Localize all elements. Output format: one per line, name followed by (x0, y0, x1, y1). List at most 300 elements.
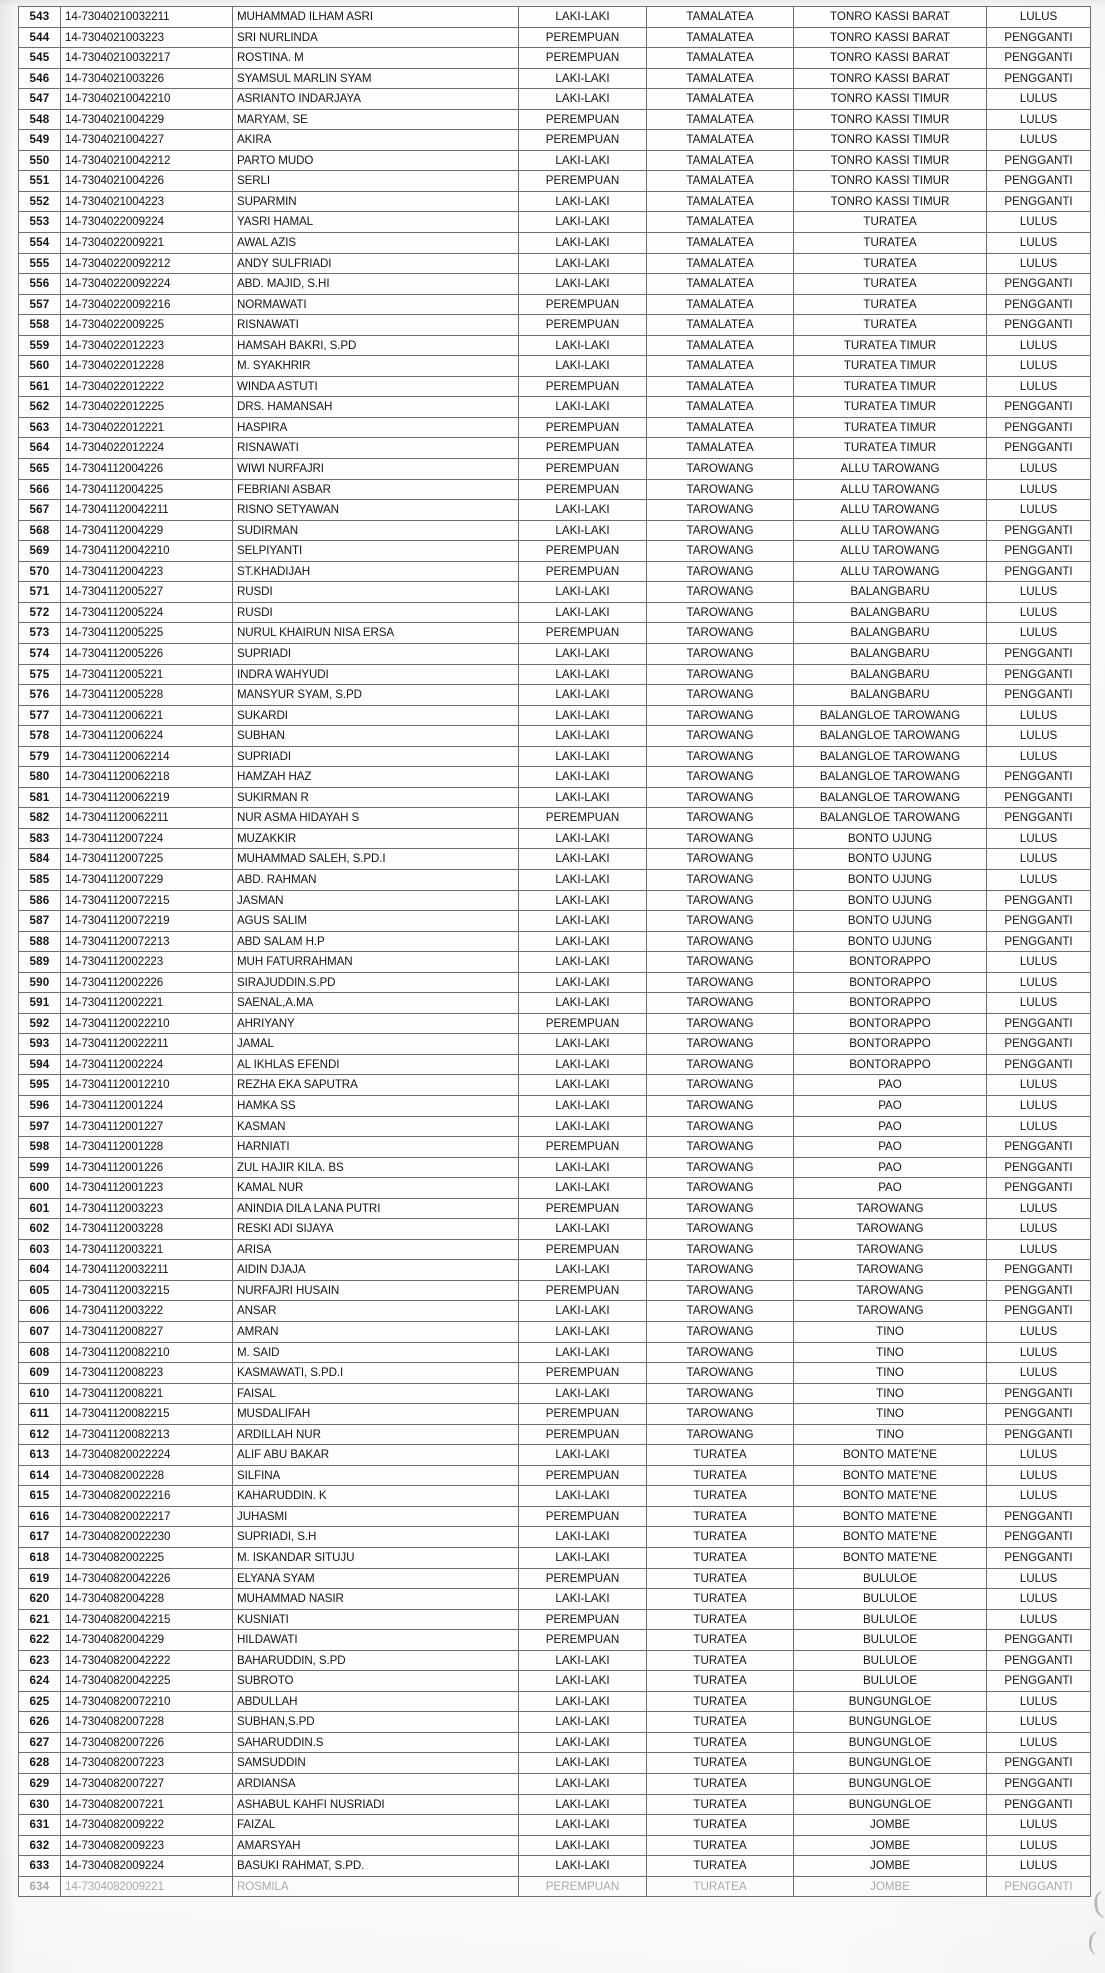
row-status-cell: LULUS (987, 1239, 1091, 1260)
row-gender-cell: LAKI-LAKI (519, 705, 647, 726)
row-status-cell: PENGGANTI (987, 1876, 1091, 1897)
row-number-cell: 624 (19, 1671, 61, 1692)
row-desa-cell: BONTO UJUNG (794, 828, 987, 849)
table-row (19, 1506, 1091, 1527)
table-row (19, 1732, 1091, 1753)
row-id-cell: 14-73041120072213 (61, 931, 233, 952)
table-row (19, 849, 1091, 870)
table-row (19, 1445, 1091, 1466)
row-desa-cell: BALANGBARU (794, 623, 987, 644)
row-kecamatan-cell: TAROWANG (647, 561, 794, 582)
row-id-cell: 14-7304022009224 (61, 212, 233, 233)
row-desa-cell: BONTO MATE'NE (794, 1548, 987, 1569)
row-status-cell: PENGGANTI (987, 911, 1091, 932)
row-id-cell: 14-7304082009224 (61, 1856, 233, 1877)
row-status-cell: LULUS (987, 1465, 1091, 1486)
row-kecamatan-cell: TURATEA (647, 1712, 794, 1733)
row-id-cell: 14-7304112007225 (61, 849, 233, 870)
row-number-cell: 631 (19, 1815, 61, 1836)
row-id-cell: 14-7304022012228 (61, 356, 233, 377)
row-desa-cell: TURATEA TIMUR (794, 356, 987, 377)
row-gender-cell: LAKI-LAKI (519, 1116, 647, 1137)
row-id-cell: 14-73040210032211 (61, 7, 233, 28)
row-status-cell: PENGGANTI (987, 1506, 1091, 1527)
table-row (19, 68, 1091, 89)
row-status-cell: LULUS (987, 1095, 1091, 1116)
row-status-cell: PENGGANTI (987, 417, 1091, 438)
row-id-cell: 14-7304112005228 (61, 685, 233, 706)
row-number-cell: 623 (19, 1650, 61, 1671)
row-desa-cell: TURATEA (794, 233, 987, 254)
roster-table-body (19, 7, 1091, 1897)
row-status-cell: PENGGANTI (987, 520, 1091, 541)
row-status-cell: LULUS (987, 849, 1091, 870)
table-row (19, 1774, 1091, 1795)
table-row (19, 726, 1091, 747)
table-row (19, 602, 1091, 623)
table-row (19, 294, 1091, 315)
row-name-cell: NURUL KHAIRUN NISA ERSA (233, 623, 519, 644)
row-gender-cell: LAKI-LAKI (519, 1486, 647, 1507)
table-row (19, 7, 1091, 28)
row-id-cell: 14-7304112003228 (61, 1219, 233, 1240)
row-status-cell: PENGGANTI (987, 1671, 1091, 1692)
row-name-cell: MUHAMMAD SALEH, S.PD.I (233, 849, 519, 870)
row-kecamatan-cell: TAROWANG (647, 685, 794, 706)
row-desa-cell: BONTO MATE'NE (794, 1445, 987, 1466)
row-number-cell: 579 (19, 746, 61, 767)
row-name-cell: MUH FATURRAHMAN (233, 952, 519, 973)
table-row (19, 664, 1091, 685)
row-desa-cell: JOMBE (794, 1856, 987, 1877)
row-kecamatan-cell: TAROWANG (647, 602, 794, 623)
row-status-cell: PENGGANTI (987, 438, 1091, 459)
table-row (19, 931, 1091, 952)
row-kecamatan-cell: TURATEA (647, 1856, 794, 1877)
row-name-cell: AWAL AZIS (233, 233, 519, 254)
row-number-cell: 575 (19, 664, 61, 685)
row-kecamatan-cell: TAROWANG (647, 1116, 794, 1137)
row-id-cell: 14-7304021004227 (61, 130, 233, 151)
row-desa-cell: BALANGLOE TAROWANG (794, 767, 987, 788)
row-id-cell: 14-7304022009225 (61, 315, 233, 336)
row-number-cell: 570 (19, 561, 61, 582)
row-name-cell: HARNIATI (233, 1137, 519, 1158)
row-kecamatan-cell: TURATEA (647, 1691, 794, 1712)
row-gender-cell: LAKI-LAKI (519, 1301, 647, 1322)
row-name-cell: SUBROTO (233, 1671, 519, 1692)
table-row (19, 1424, 1091, 1445)
row-gender-cell: PEREMPUAN (519, 1137, 647, 1158)
row-number-cell: 612 (19, 1424, 61, 1445)
row-kecamatan-cell: TAMALATEA (647, 27, 794, 48)
scanner-stray-mark-icon: ( (1091, 1885, 1105, 1920)
row-desa-cell: TURATEA TIMUR (794, 376, 987, 397)
row-status-cell: PENGGANTI (987, 191, 1091, 212)
row-gender-cell: LAKI-LAKI (519, 1794, 647, 1815)
row-desa-cell: BALANGBARU (794, 664, 987, 685)
table-row (19, 1835, 1091, 1856)
row-status-cell: LULUS (987, 7, 1091, 28)
row-name-cell: AL IKHLAS EFENDI (233, 1054, 519, 1075)
table-row (19, 1856, 1091, 1877)
row-id-cell: 14-73040220092216 (61, 294, 233, 315)
row-name-cell: SUDIRMAN (233, 520, 519, 541)
row-kecamatan-cell: TAROWANG (647, 664, 794, 685)
row-name-cell: SUBHAN (233, 726, 519, 747)
row-kecamatan-cell: TAROWANG (647, 808, 794, 829)
row-number-cell: 582 (19, 808, 61, 829)
row-kecamatan-cell: TAMALATEA (647, 48, 794, 69)
row-id-cell: 14-73041120082213 (61, 1424, 233, 1445)
row-gender-cell: PEREMPUAN (519, 1568, 647, 1589)
row-kecamatan-cell: TAROWANG (647, 705, 794, 726)
row-desa-cell: BALANGLOE TAROWANG (794, 787, 987, 808)
row-name-cell: ANINDIA DILA LANA PUTRI (233, 1198, 519, 1219)
row-id-cell: 14-73041120012210 (61, 1075, 233, 1096)
table-row (19, 1034, 1091, 1055)
row-name-cell: ARDIANSA (233, 1774, 519, 1795)
row-kecamatan-cell: TAMALATEA (647, 233, 794, 254)
row-desa-cell: TONRO KASSI TIMUR (794, 191, 987, 212)
row-name-cell: NUR ASMA HIDAYAH S (233, 808, 519, 829)
row-kecamatan-cell: TAROWANG (647, 1013, 794, 1034)
row-status-cell: PENGGANTI (987, 68, 1091, 89)
table-row (19, 1691, 1091, 1712)
row-id-cell: 14-73040210032217 (61, 48, 233, 69)
row-kecamatan-cell: TAROWANG (647, 1157, 794, 1178)
row-status-cell: LULUS (987, 1322, 1091, 1343)
row-name-cell: RESKI ADI SIJAYA (233, 1219, 519, 1240)
row-gender-cell: LAKI-LAKI (519, 1034, 647, 1055)
row-status-cell: PENGGANTI (987, 1424, 1091, 1445)
row-desa-cell: TURATEA (794, 315, 987, 336)
row-gender-cell: PEREMPUAN (519, 1239, 647, 1260)
row-desa-cell: BONTORAPPO (794, 1013, 987, 1034)
row-name-cell: M. SAID (233, 1342, 519, 1363)
row-name-cell: AKIRA (233, 130, 519, 151)
row-gender-cell: LAKI-LAKI (519, 1691, 647, 1712)
row-gender-cell: LAKI-LAKI (519, 767, 647, 788)
row-gender-cell: PEREMPUAN (519, 109, 647, 130)
row-number-cell: 609 (19, 1363, 61, 1384)
row-desa-cell: TONRO KASSI BARAT (794, 27, 987, 48)
row-desa-cell: ALLU TAROWANG (794, 541, 987, 562)
table-row (19, 1198, 1091, 1219)
table-row (19, 1404, 1091, 1425)
row-status-cell: PENGGANTI (987, 1650, 1091, 1671)
row-kecamatan-cell: TAROWANG (647, 1219, 794, 1240)
row-status-cell: PENGGANTI (987, 1774, 1091, 1795)
row-id-cell: 14-7304112001224 (61, 1095, 233, 1116)
table-row (19, 1527, 1091, 1548)
row-name-cell: SUKIRMAN R (233, 787, 519, 808)
row-desa-cell: TINO (794, 1424, 987, 1445)
row-status-cell: PENGGANTI (987, 808, 1091, 829)
row-kecamatan-cell: TURATEA (647, 1548, 794, 1569)
table-row (19, 1794, 1091, 1815)
row-gender-cell: PEREMPUAN (519, 1609, 647, 1630)
row-number-cell: 588 (19, 931, 61, 952)
row-gender-cell: LAKI-LAKI (519, 191, 647, 212)
row-gender-cell: PEREMPUAN (519, 479, 647, 500)
row-kecamatan-cell: TAMALATEA (647, 89, 794, 110)
row-gender-cell: LAKI-LAKI (519, 89, 647, 110)
row-kecamatan-cell: TAROWANG (647, 1034, 794, 1055)
row-kecamatan-cell: TAROWANG (647, 1363, 794, 1384)
row-kecamatan-cell: TAROWANG (647, 746, 794, 767)
row-desa-cell: BONTO UJUNG (794, 849, 987, 870)
table-row (19, 869, 1091, 890)
row-kecamatan-cell: TAMALATEA (647, 171, 794, 192)
table-row (19, 1465, 1091, 1486)
row-id-cell: 14-73041120072219 (61, 911, 233, 932)
row-status-cell: LULUS (987, 582, 1091, 603)
row-desa-cell: PAO (794, 1178, 987, 1199)
row-status-cell: PENGGANTI (987, 48, 1091, 69)
row-id-cell: 14-7304082007226 (61, 1732, 233, 1753)
row-id-cell: 14-73041120032215 (61, 1280, 233, 1301)
row-status-cell: PENGGANTI (987, 1404, 1091, 1425)
row-gender-cell: LAKI-LAKI (519, 1527, 647, 1548)
row-desa-cell: BALANGBARU (794, 685, 987, 706)
row-id-cell: 14-73040820042226 (61, 1568, 233, 1589)
row-id-cell: 14-7304022012224 (61, 438, 233, 459)
row-id-cell: 14-7304112006224 (61, 726, 233, 747)
row-number-cell: 556 (19, 274, 61, 295)
row-id-cell: 14-7304112005225 (61, 623, 233, 644)
row-gender-cell: LAKI-LAKI (519, 828, 647, 849)
row-status-cell: LULUS (987, 993, 1091, 1014)
row-gender-cell: LAKI-LAKI (519, 1342, 647, 1363)
row-id-cell: 14-73041120022211 (61, 1034, 233, 1055)
row-number-cell: 608 (19, 1342, 61, 1363)
row-id-cell: 14-7304022012221 (61, 417, 233, 438)
row-id-cell: 14-73041120032211 (61, 1260, 233, 1281)
row-kecamatan-cell: TAROWANG (647, 643, 794, 664)
row-kecamatan-cell: TAMALATEA (647, 253, 794, 274)
row-status-cell: LULUS (987, 109, 1091, 130)
row-gender-cell: LAKI-LAKI (519, 335, 647, 356)
row-status-cell: PENGGANTI (987, 561, 1091, 582)
row-name-cell: SUBHAN,S.PD (233, 1712, 519, 1733)
table-row (19, 459, 1091, 480)
row-name-cell: ABD. MAJID, S.HI (233, 274, 519, 295)
row-kecamatan-cell: TURATEA (647, 1732, 794, 1753)
row-gender-cell: LAKI-LAKI (519, 212, 647, 233)
row-desa-cell: TONRO KASSI BARAT (794, 48, 987, 69)
row-desa-cell: TURATEA (794, 212, 987, 233)
row-id-cell: 14-73040210042212 (61, 150, 233, 171)
table-row (19, 150, 1091, 171)
row-desa-cell: BONTORAPPO (794, 1054, 987, 1075)
table-row (19, 1712, 1091, 1733)
row-id-cell: 14-7304112002223 (61, 952, 233, 973)
row-gender-cell: PEREMPUAN (519, 808, 647, 829)
row-gender-cell: PEREMPUAN (519, 1280, 647, 1301)
row-kecamatan-cell: TAROWANG (647, 520, 794, 541)
row-gender-cell: LAKI-LAKI (519, 1157, 647, 1178)
row-number-cell: 562 (19, 397, 61, 418)
table-row (19, 130, 1091, 151)
row-status-cell: LULUS (987, 1363, 1091, 1384)
row-name-cell: JUHASMI (233, 1506, 519, 1527)
row-kecamatan-cell: TURATEA (647, 1465, 794, 1486)
table-row (19, 1322, 1091, 1343)
row-gender-cell: PEREMPUAN (519, 623, 647, 644)
row-gender-cell: PEREMPUAN (519, 1876, 647, 1897)
row-id-cell: 14-7304082004229 (61, 1630, 233, 1651)
row-kecamatan-cell: TAROWANG (647, 767, 794, 788)
row-desa-cell: TONRO KASSI BARAT (794, 68, 987, 89)
row-number-cell: 565 (19, 459, 61, 480)
roster-table-container (18, 6, 1090, 1897)
row-name-cell: HAMKA SS (233, 1095, 519, 1116)
row-name-cell: MUSDALIFAH (233, 1404, 519, 1425)
row-gender-cell: LAKI-LAKI (519, 993, 647, 1014)
row-gender-cell: PEREMPUAN (519, 1013, 647, 1034)
row-name-cell: HAMZAH HAZ (233, 767, 519, 788)
row-name-cell: SUPARMIN (233, 191, 519, 212)
row-number-cell: 583 (19, 828, 61, 849)
row-id-cell: 14-7304112005227 (61, 582, 233, 603)
row-status-cell: PENGGANTI (987, 541, 1091, 562)
table-row (19, 520, 1091, 541)
row-number-cell: 560 (19, 356, 61, 377)
row-desa-cell: TAROWANG (794, 1280, 987, 1301)
row-name-cell: RUSDI (233, 602, 519, 623)
row-name-cell: ANDY SULFRIADI (233, 253, 519, 274)
row-name-cell: MARYAM, SE (233, 109, 519, 130)
row-id-cell: 14-7304112002224 (61, 1054, 233, 1075)
row-kecamatan-cell: TAROWANG (647, 849, 794, 870)
row-id-cell: 14-7304021004229 (61, 109, 233, 130)
table-row (19, 1486, 1091, 1507)
row-id-cell: 14-73040820022217 (61, 1506, 233, 1527)
row-name-cell: SUPRIADI (233, 746, 519, 767)
table-row (19, 274, 1091, 295)
row-number-cell: 572 (19, 602, 61, 623)
row-kecamatan-cell: TURATEA (647, 1753, 794, 1774)
row-name-cell: SYAMSUL MARLIN SYAM (233, 68, 519, 89)
row-gender-cell: LAKI-LAKI (519, 643, 647, 664)
row-status-cell: PENGGANTI (987, 767, 1091, 788)
row-number-cell: 618 (19, 1548, 61, 1569)
row-id-cell: 14-7304082002228 (61, 1465, 233, 1486)
row-number-cell: 574 (19, 643, 61, 664)
row-id-cell: 14-7304112005221 (61, 664, 233, 685)
row-id-cell: 14-73040220092212 (61, 253, 233, 274)
row-desa-cell: BONTORAPPO (794, 1034, 987, 1055)
row-number-cell: 568 (19, 520, 61, 541)
row-status-cell: LULUS (987, 1075, 1091, 1096)
row-desa-cell: TURATEA (794, 253, 987, 274)
row-desa-cell: BONTO MATE'NE (794, 1506, 987, 1527)
row-id-cell: 14-73041120082210 (61, 1342, 233, 1363)
row-name-cell: SAENAL,A.MA (233, 993, 519, 1014)
row-status-cell: PENGGANTI (987, 171, 1091, 192)
table-row (19, 972, 1091, 993)
row-status-cell: PENGGANTI (987, 685, 1091, 706)
row-gender-cell: PEREMPUAN (519, 438, 647, 459)
row-status-cell: LULUS (987, 602, 1091, 623)
table-row (19, 1239, 1091, 1260)
row-name-cell: ASRIANTO INDARJAYA (233, 89, 519, 110)
row-gender-cell: LAKI-LAKI (519, 1589, 647, 1610)
row-name-cell: RISNAWATI (233, 315, 519, 336)
row-status-cell: PENGGANTI (987, 890, 1091, 911)
row-kecamatan-cell: TAMALATEA (647, 397, 794, 418)
table-row (19, 109, 1091, 130)
row-name-cell: KASMAWATI, S.PD.I (233, 1363, 519, 1384)
table-row (19, 1342, 1091, 1363)
row-number-cell: 566 (19, 479, 61, 500)
row-gender-cell: LAKI-LAKI (519, 849, 647, 870)
row-kecamatan-cell: TAROWANG (647, 828, 794, 849)
row-kecamatan-cell: TAROWANG (647, 1322, 794, 1343)
row-name-cell: MUHAMMAD NASIR (233, 1589, 519, 1610)
row-status-cell: PENGGANTI (987, 1630, 1091, 1651)
row-gender-cell: LAKI-LAKI (519, 746, 647, 767)
row-kecamatan-cell: TURATEA (647, 1589, 794, 1610)
row-desa-cell: BONTORAPPO (794, 952, 987, 973)
table-row (19, 417, 1091, 438)
row-kecamatan-cell: TAROWANG (647, 1054, 794, 1075)
row-number-cell: 559 (19, 335, 61, 356)
row-id-cell: 14-7304022012225 (61, 397, 233, 418)
row-number-cell: 550 (19, 150, 61, 171)
row-kecamatan-cell: TURATEA (647, 1527, 794, 1548)
row-status-cell: PENGGANTI (987, 1054, 1091, 1075)
table-row (19, 1095, 1091, 1116)
row-kecamatan-cell: TAROWANG (647, 1239, 794, 1260)
row-kecamatan-cell: TAROWANG (647, 869, 794, 890)
row-name-cell: SAMSUDDIN (233, 1753, 519, 1774)
row-kecamatan-cell: TAROWANG (647, 582, 794, 603)
row-gender-cell: PEREMPUAN (519, 561, 647, 582)
row-kecamatan-cell: TAROWANG (647, 1095, 794, 1116)
row-status-cell: LULUS (987, 1815, 1091, 1836)
row-kecamatan-cell: TURATEA (647, 1506, 794, 1527)
row-name-cell: HASPIRA (233, 417, 519, 438)
row-gender-cell: LAKI-LAKI (519, 931, 647, 952)
row-kecamatan-cell: TAMALATEA (647, 294, 794, 315)
row-status-cell: PENGGANTI (987, 1260, 1091, 1281)
row-name-cell: RUSDI (233, 582, 519, 603)
row-id-cell: 14-73040220092224 (61, 274, 233, 295)
table-row (19, 1589, 1091, 1610)
row-desa-cell: TINO (794, 1404, 987, 1425)
row-status-cell: LULUS (987, 869, 1091, 890)
row-number-cell: 551 (19, 171, 61, 192)
row-name-cell: ABD. RAHMAN (233, 869, 519, 890)
row-gender-cell: LAKI-LAKI (519, 274, 647, 295)
row-number-cell: 544 (19, 27, 61, 48)
row-number-cell: 546 (19, 68, 61, 89)
row-id-cell: 14-7304112003223 (61, 1198, 233, 1219)
row-number-cell: 547 (19, 89, 61, 110)
row-id-cell: 14-73041120062214 (61, 746, 233, 767)
row-id-cell: 14-7304022009221 (61, 233, 233, 254)
row-number-cell: 567 (19, 500, 61, 521)
table-row (19, 1219, 1091, 1240)
row-number-cell: 607 (19, 1322, 61, 1343)
row-gender-cell: LAKI-LAKI (519, 685, 647, 706)
row-gender-cell: PEREMPUAN (519, 171, 647, 192)
row-number-cell: 617 (19, 1527, 61, 1548)
row-desa-cell: PAO (794, 1075, 987, 1096)
row-gender-cell: LAKI-LAKI (519, 68, 647, 89)
